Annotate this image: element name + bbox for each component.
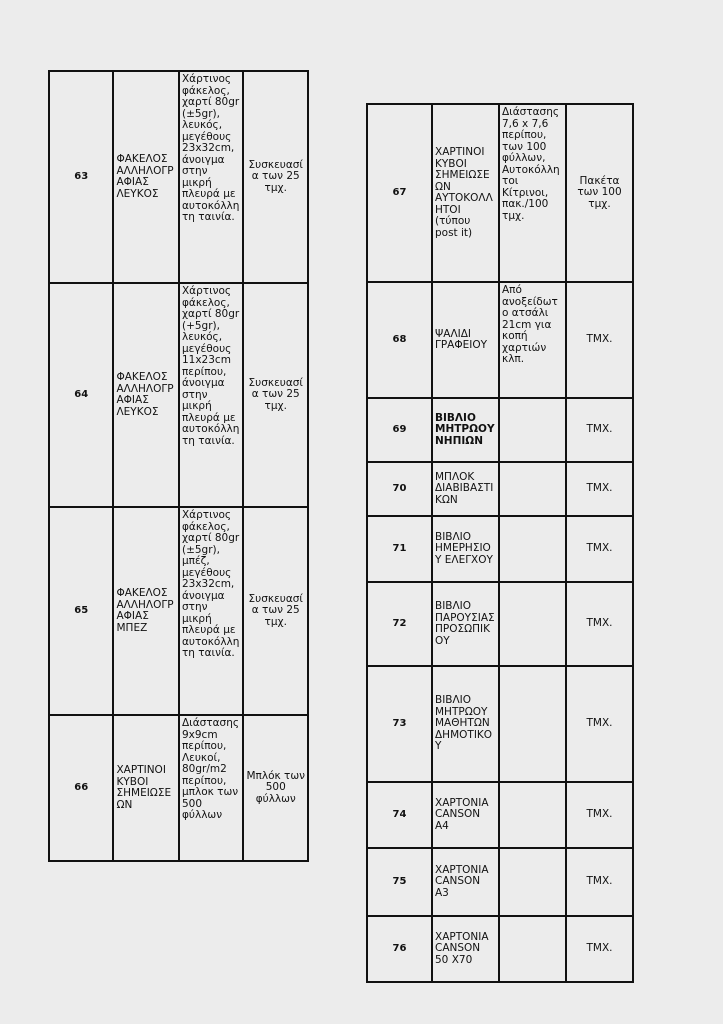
item-specification xyxy=(499,782,566,848)
item-number: 68 xyxy=(367,282,432,398)
item-number: 70 xyxy=(367,462,432,516)
item-unit: ΤΜΧ. xyxy=(566,516,633,582)
item-unit: Συσκευασία των 25 τμχ. xyxy=(243,283,308,507)
item-specification xyxy=(499,916,566,982)
item-unit: Πακέτα των 100 τμχ. xyxy=(566,104,633,282)
item-description: ΒΙΒΛΙΟ ΗΜΕΡΗΣΙΟΥ ΕΛΕΓΧΟΥ xyxy=(432,516,499,582)
item-unit: ΤΜΧ. xyxy=(566,916,633,982)
item-specification: Χάρτινος φάκελος, χαρτί 80gr (±5gr), μπέζ, μεγέθους 23x32cm, άνοιγμα στην μικρή πλευρά με αυτοκόλλητη ταινία. xyxy=(179,507,243,715)
item-unit: ΤΜΧ. xyxy=(566,666,633,782)
item-specification: Χάρτινος φάκελος, χαρτί 80gr (±5gr), λευκός, μεγέθους 23x32cm, άνοιγμα στην μικρή πλευρά με αυτοκόλλητη ταινία. xyxy=(179,71,243,283)
table-row xyxy=(367,582,633,666)
table-row xyxy=(49,507,308,715)
item-number: 73 xyxy=(367,666,432,782)
item-number: 72 xyxy=(367,582,432,666)
item-specification xyxy=(499,398,566,462)
item-number: 64 xyxy=(49,283,113,507)
item-unit: ΤΜΧ. xyxy=(566,462,633,516)
item-description: ΒΙΒΛΙΟ ΜΗΤΡΩΟΥ ΝΗΠΙΩΝ xyxy=(432,398,499,462)
item-description: ΒΙΒΛΙΟ ΠΑΡΟΥΣΙΑΣ ΠΡΟΣΩΠΙΚΟΥ xyxy=(432,582,499,666)
table-row xyxy=(367,516,633,582)
item-description: ΦΑΚΕΛΟΣ ΑΛΛΗΛΟΓΡΑΦΙΑΣ ΜΠΕΖ xyxy=(113,507,179,715)
item-number: 67 xyxy=(367,104,432,282)
table-row xyxy=(367,282,633,398)
item-unit: Μπλόκ των 500 φύλλων xyxy=(243,715,308,861)
item-description: ΧΑΡΤΙΝΟΙ ΚΥΒΟΙ ΣΗΜΕΙΩΣΕΩΝ ΑΥΤΟΚΟΛΛΗΤΟΙ (τύπου post it) xyxy=(432,104,499,282)
table-row xyxy=(367,848,633,916)
item-number: 76 xyxy=(367,916,432,982)
table-row xyxy=(367,462,633,516)
right-items-table xyxy=(366,103,634,983)
item-description: ΧΑΡΤΟΝΙΑ CANSON Α4 xyxy=(432,782,499,848)
item-unit: ΤΜΧ. xyxy=(566,848,633,916)
table-row xyxy=(49,715,308,861)
item-unit: ΤΜΧ. xyxy=(566,582,633,666)
table-row xyxy=(367,104,633,282)
item-unit: Συσκευασία των 25 τμχ. xyxy=(243,507,308,715)
item-specification: Διάστασης 9x9cm περίπου, Λευκοί, 80gr/m2 περίπου, μπλοκ των 500 φύλλων xyxy=(179,715,243,861)
table-row xyxy=(367,666,633,782)
item-number: 63 xyxy=(49,71,113,283)
item-number: 74 xyxy=(367,782,432,848)
table-row xyxy=(49,283,308,507)
table-row xyxy=(49,71,308,283)
item-description: ΦΑΚΕΛΟΣ ΑΛΛΗΛΟΓΡΑΦΙΑΣ ΛΕΥΚΟΣ xyxy=(113,71,179,283)
item-unit: ΤΜΧ. xyxy=(566,398,633,462)
item-description: ΧΑΡΤΙΝΟΙ ΚΥΒΟΙ ΣΗΜΕΙΩΣΕΩΝ xyxy=(113,715,179,861)
item-description: ΦΑΚΕΛΟΣ ΑΛΛΗΛΟΓΡΑΦΙΑΣ ΛΕΥΚΟΣ xyxy=(113,283,179,507)
item-number: 65 xyxy=(49,507,113,715)
left-items-table xyxy=(48,70,309,862)
item-number: 66 xyxy=(49,715,113,861)
item-number: 69 xyxy=(367,398,432,462)
item-description: ΧΑΡΤΟΝΙΑ CANSON 50 Χ70 xyxy=(432,916,499,982)
item-number: 75 xyxy=(367,848,432,916)
item-description: ΧΑΡΤΟΝΙΑ CANSON Α3 xyxy=(432,848,499,916)
item-specification xyxy=(499,516,566,582)
item-description: ΜΠΛΟΚ ΔΙΑΒΙΒΑΣΤΙΚΩΝ xyxy=(432,462,499,516)
table-row xyxy=(367,916,633,982)
item-specification xyxy=(499,666,566,782)
item-number: 71 xyxy=(367,516,432,582)
item-unit: ΤΜΧ. xyxy=(566,282,633,398)
item-unit: ΤΜΧ. xyxy=(566,782,633,848)
item-specification xyxy=(499,462,566,516)
item-specification: Διάστασης 7,6 x 7,6 περίπου, των 100 φύλλων, Αυτοκόλλητοι Κίτρινοι, πακ./100 τμχ. xyxy=(499,104,566,282)
table-row xyxy=(367,398,633,462)
item-specification xyxy=(499,848,566,916)
item-specification xyxy=(499,582,566,666)
item-description: ΒΙΒΛΙΟ ΜΗΤΡΩΟΥ ΜΑΘΗΤΩΝ ΔΗΜΟΤΙΚΟΥ xyxy=(432,666,499,782)
item-specification: Από ανοξείδωτο ατσάλι 21cm για κοπή χαρτιών κλπ. xyxy=(499,282,566,398)
item-specification: Χάρτινος φάκελος, χαρτί 80gr (+5gr), λευκός, μεγέθους 11x23cm περίπου, άνοιγμα στην μικρή πλευρά με αυτοκόλλητη ταινία. xyxy=(179,283,243,507)
table-row xyxy=(367,782,633,848)
item-description: ΨΑΛΙΔΙ ΓΡΑΦΕΙΟΥ xyxy=(432,282,499,398)
item-unit: Συσκευασία των 25 τμχ. xyxy=(243,71,308,283)
